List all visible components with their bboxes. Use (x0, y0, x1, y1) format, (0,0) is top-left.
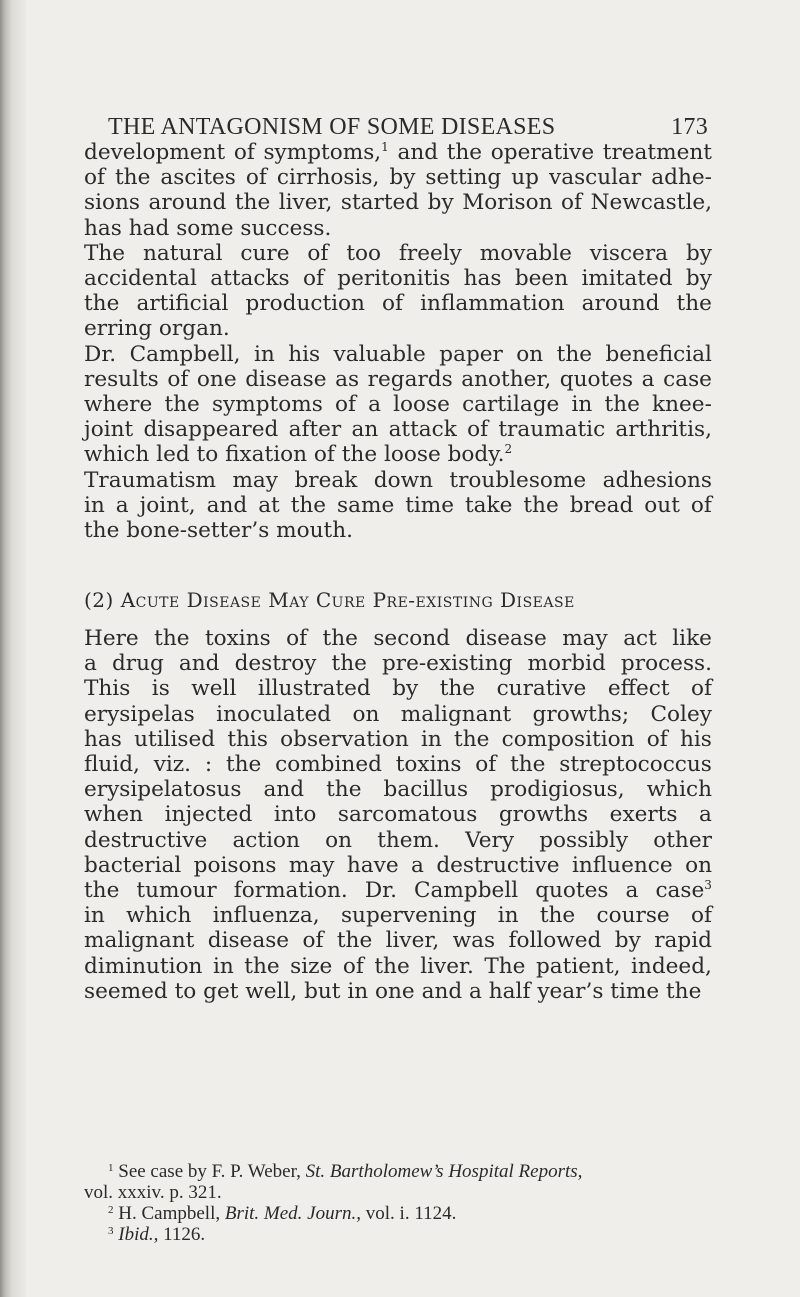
word: joint (84, 417, 134, 443)
word: of (245, 165, 267, 191)
word: knee- (652, 392, 712, 418)
text-line (84, 702, 712, 727)
word: composition (501, 726, 635, 752)
word: disease (465, 626, 547, 651)
word: by (392, 676, 419, 702)
word: the (439, 676, 476, 702)
word: beneficial (605, 341, 712, 367)
word: influenza, (212, 903, 320, 929)
word: in (84, 492, 105, 518)
word: drug (111, 651, 164, 677)
word: one (196, 366, 237, 392)
text-line (84, 493, 712, 518)
text-line (84, 676, 712, 701)
text-line (84, 954, 712, 979)
word: the (331, 651, 367, 677)
text-line (84, 190, 712, 215)
word: freely (398, 240, 462, 266)
word: Dr. (84, 341, 117, 367)
word: the (115, 165, 151, 191)
text-line (84, 878, 712, 903)
word: act (623, 626, 657, 651)
word: of (84, 165, 105, 191)
word: combined (275, 752, 382, 778)
text-line (84, 165, 712, 190)
word: The (484, 953, 526, 979)
word: around (148, 190, 227, 216)
word: size (290, 953, 333, 979)
word: followed (508, 928, 602, 954)
text-line: has had some success. (84, 215, 332, 241)
word: as (335, 366, 360, 392)
word: production (245, 291, 365, 317)
word: imitated (581, 266, 673, 292)
word: into (273, 802, 317, 828)
word: disappeared (143, 417, 279, 443)
word: which (646, 777, 712, 803)
text-line (84, 140, 712, 165)
word: setting (425, 165, 502, 191)
word: arthritis, (615, 417, 712, 443)
word: well (191, 676, 237, 702)
word: bacterial (84, 852, 182, 878)
word: a (699, 802, 712, 828)
word: attacks (210, 266, 290, 292)
word: Newcastle, (590, 190, 712, 216)
word: time (405, 492, 455, 518)
word: Campbell (414, 878, 519, 904)
word: action (232, 827, 300, 853)
text-line (84, 342, 712, 367)
text-line (84, 752, 712, 777)
word: The (84, 240, 126, 266)
word: morbid (527, 651, 606, 677)
text-line: seemed to get well, but in one and a half year’s time the (84, 978, 702, 1004)
word: the (676, 291, 712, 317)
word: of (690, 676, 712, 702)
word: a (625, 878, 639, 904)
word: quotes (535, 878, 609, 904)
word: his (288, 341, 321, 367)
word: after (288, 417, 342, 443)
word: and (206, 492, 248, 518)
word: malignant (84, 928, 195, 954)
word: of (475, 752, 497, 778)
footnote: $^3$ Ibid., 1126. (108, 1224, 206, 1245)
word: disease (245, 366, 327, 392)
word: liver, (385, 928, 440, 954)
text-line (84, 291, 712, 316)
word: this (227, 726, 268, 752)
word: treatment (602, 140, 712, 165)
word: Dr. (364, 878, 397, 904)
word: is (151, 676, 170, 702)
word: of (342, 953, 364, 979)
word: rapid (654, 928, 712, 954)
text-line (84, 828, 712, 853)
word: Here (84, 626, 139, 651)
word: by (389, 165, 416, 191)
word: inflammation (420, 291, 565, 317)
word: observation (280, 726, 409, 752)
word: down (373, 467, 433, 493)
word: natural (143, 240, 223, 266)
word: of (286, 626, 308, 651)
word: growths (498, 802, 589, 828)
text-line (84, 777, 712, 802)
word: Coley (650, 701, 712, 727)
word: Very (465, 827, 515, 853)
word: loose (393, 392, 450, 418)
word: a (411, 852, 424, 878)
word: liver, (278, 190, 333, 216)
word: the (374, 953, 410, 979)
word: Traumatism (84, 467, 216, 493)
section-title: Acute Disease May Cure Pre-existing Disease (120, 588, 575, 612)
word: the (84, 878, 120, 904)
word: symptoms (211, 392, 323, 418)
word: at (258, 492, 280, 518)
word: vascular (549, 165, 642, 191)
word: by (427, 190, 454, 216)
word: of (561, 190, 583, 216)
text-line (84, 266, 712, 291)
word: in (497, 903, 519, 929)
word: development (84, 140, 226, 165)
word: second (373, 626, 451, 651)
word: a (84, 651, 97, 677)
word: started (340, 190, 420, 216)
word: the (510, 752, 546, 778)
word: attack (388, 417, 457, 443)
word: on (516, 341, 544, 367)
word: curative (496, 676, 587, 702)
word: may (288, 852, 335, 878)
word: symptoms,$^1$ (263, 140, 389, 165)
word: case$^3$ (655, 878, 712, 904)
word: of (690, 492, 712, 518)
word: the (454, 726, 490, 752)
word: accidental (84, 266, 197, 292)
word: troublesome (449, 467, 587, 493)
word: diminution (84, 953, 203, 979)
word: same (337, 492, 395, 518)
text-line: erring organ. (84, 316, 230, 342)
word: the (322, 626, 358, 651)
word: been (514, 266, 569, 292)
word: quotes (559, 366, 634, 392)
word: of (646, 726, 668, 752)
word: them. (377, 827, 440, 853)
word: on (685, 852, 712, 878)
word: malignant (400, 701, 512, 727)
word: in (420, 726, 442, 752)
word: of (167, 366, 189, 392)
word: may (232, 467, 278, 493)
word: his (679, 726, 712, 752)
word: toxins (204, 626, 271, 651)
word: of (467, 417, 489, 443)
word: possibly (539, 827, 629, 853)
word: another, (461, 366, 552, 392)
word: peritonitis (337, 266, 451, 292)
text-line: which led to fixation of the loose body.$^2$ (84, 442, 513, 468)
word: the (234, 190, 271, 216)
word: have (346, 852, 399, 878)
word: has (463, 266, 502, 292)
word: on (352, 701, 380, 727)
text-line (84, 392, 712, 417)
text-line (84, 241, 712, 266)
word: utilised (134, 726, 216, 752)
word: the (539, 903, 576, 929)
word: poisons (193, 852, 277, 878)
word: which (126, 903, 192, 929)
word: cure (240, 240, 290, 266)
word: the (523, 492, 559, 518)
word: in (253, 341, 275, 367)
word: may (562, 626, 608, 651)
word: erysipelas (84, 701, 195, 727)
word: cirrhosis, (276, 165, 380, 191)
word: supervening (340, 903, 477, 929)
word: of (302, 928, 324, 954)
word: has (84, 726, 122, 752)
word: erysipelatosus (84, 777, 242, 803)
word: in (84, 903, 105, 929)
text-line (84, 928, 712, 953)
word: fluid, (84, 752, 140, 778)
word: a (115, 492, 129, 518)
word: was (452, 928, 496, 954)
word: cartilage (462, 392, 560, 418)
word: the (84, 291, 120, 317)
text-line (84, 417, 712, 442)
running-title: THE ANTAGONISM OF SOME DISEASES (108, 114, 556, 140)
footnote: $^2$ H. Campbell, Brit. Med. Journ., vol. i. 1124. (108, 1203, 457, 1224)
word: bacillus (383, 777, 469, 803)
text-line (84, 626, 712, 651)
text-line (84, 651, 712, 676)
text-line (84, 853, 712, 878)
word: by (614, 928, 641, 954)
word: sarcomatous (337, 802, 478, 828)
page-edge-shadow (0, 0, 26, 1297)
word: valuable (333, 341, 426, 367)
word: paper (439, 341, 503, 367)
word: illustrated (257, 676, 371, 702)
word: disease (207, 928, 290, 954)
word: streptococcus (559, 752, 712, 778)
word: process. (620, 651, 712, 677)
word: destructive (436, 852, 560, 878)
word: case (663, 366, 712, 392)
word: pre-existing (381, 651, 513, 677)
word: around (581, 291, 660, 317)
word: the (604, 392, 640, 418)
word: traumatic (498, 417, 606, 443)
word: the (446, 140, 483, 165)
word: in (212, 953, 234, 979)
word: other (653, 827, 712, 853)
word: and (397, 140, 439, 165)
page-number: 173 (671, 114, 708, 140)
word: destructive (84, 827, 208, 853)
word: of (302, 266, 324, 292)
word: of (690, 903, 712, 929)
word: of (233, 140, 255, 165)
word: where (84, 392, 153, 418)
word: the (290, 492, 327, 518)
word: by (685, 266, 712, 292)
word: the (326, 777, 362, 803)
word: effect (607, 676, 670, 702)
word: This (84, 676, 131, 702)
word: injected (164, 802, 253, 828)
text-line (84, 802, 712, 827)
word: bread (569, 492, 634, 518)
word: an (351, 417, 379, 443)
word: the (225, 752, 262, 778)
text-line (84, 903, 712, 928)
word: tumour (136, 878, 217, 904)
word: a (641, 366, 655, 392)
word: prodigiosus, (490, 777, 625, 803)
word: in (571, 392, 593, 418)
word: artificial (136, 291, 229, 317)
word: when (84, 802, 144, 828)
word: : (204, 752, 213, 778)
word: of (334, 392, 356, 418)
word: out (644, 492, 680, 518)
word: exerts (609, 802, 678, 828)
text-line (84, 727, 712, 752)
word: the (244, 953, 280, 979)
word: of (307, 240, 329, 266)
word: viscera (589, 240, 669, 266)
word: Morison (462, 190, 553, 216)
word: joint, (139, 492, 196, 518)
word: sions (84, 190, 140, 216)
word: ascites (160, 165, 236, 191)
word: indeed, (631, 953, 712, 979)
word: break (294, 467, 358, 493)
word: the (556, 341, 593, 367)
footnote: vol. xxxiv. p. 321. (84, 1182, 222, 1203)
word: adhesions (602, 467, 712, 493)
word: regards (367, 366, 453, 392)
word: patient, (535, 953, 621, 979)
word: on (325, 827, 353, 853)
text-line (84, 367, 712, 392)
word: adhe- (651, 165, 712, 191)
word: growths; (532, 701, 630, 727)
word: liver. (420, 953, 474, 979)
word: too (346, 240, 381, 266)
word: and (263, 777, 305, 803)
word: destroy (234, 651, 317, 677)
word: take (465, 492, 513, 518)
word: the (164, 392, 200, 418)
word: viz. (153, 752, 192, 778)
text-line: the bone-setter’s mouth. (84, 518, 353, 544)
word: course (596, 903, 670, 929)
word: like (672, 626, 712, 651)
word: inoculated (216, 701, 332, 727)
word: formation. (233, 878, 348, 904)
word: the (154, 626, 190, 651)
word: a (368, 392, 381, 418)
word: of (382, 291, 404, 317)
word: by (685, 240, 712, 266)
running-header (108, 114, 708, 141)
word: up (511, 165, 539, 191)
section-number: (2) (84, 588, 114, 612)
footnotes (84, 1161, 708, 1245)
section-heading (84, 588, 712, 612)
word: influence (571, 852, 673, 878)
paragraph-block-2 (84, 626, 712, 1004)
word: and (178, 651, 220, 677)
footnote: $^1$ See case by F. P. Weber, St. Bartholomew’s Hospital Reports, (108, 1161, 583, 1182)
text-line (84, 468, 712, 493)
word: toxins (395, 752, 462, 778)
word: results (84, 366, 159, 392)
word: movable (479, 240, 572, 266)
paragraph-block-1 (84, 140, 712, 543)
word: operative (490, 140, 595, 165)
word: Campbell, (129, 341, 241, 367)
word: the (336, 928, 373, 954)
